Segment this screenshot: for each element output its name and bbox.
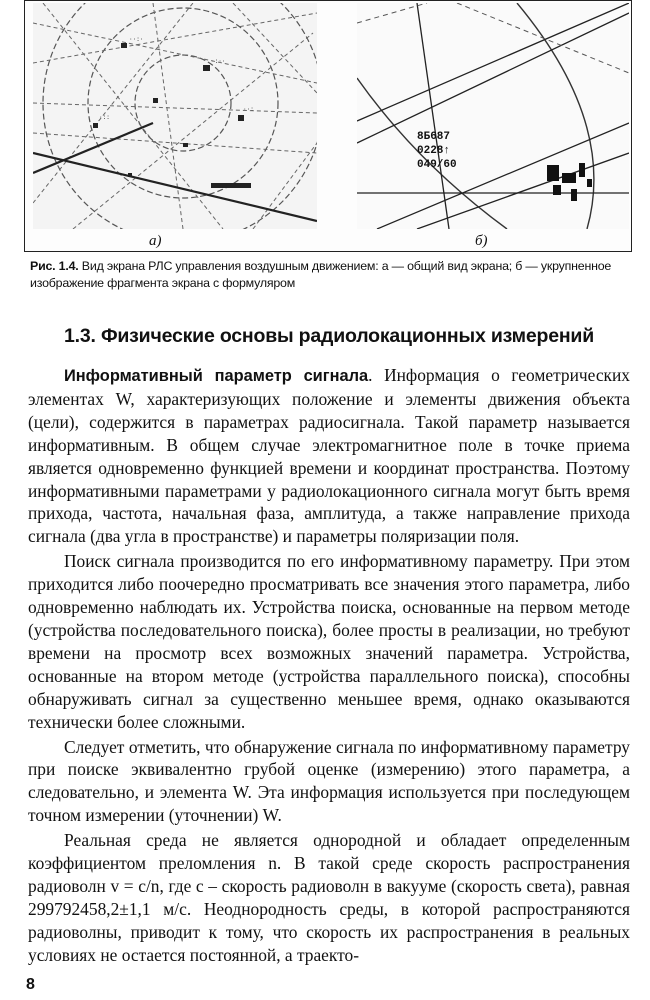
formular-line-2: 0228↑ <box>417 145 451 157</box>
radar-overview-image <box>33 3 317 229</box>
figure-caption <box>30 258 630 292</box>
radar-screen-detail <box>357 3 629 229</box>
caption-text: Вид экрана РЛС управления воздушным движением: <box>81 259 379 273</box>
page-number: 8 <box>26 976 35 993</box>
panel-b-label: б) <box>475 233 488 249</box>
panel-a-label: а) <box>149 233 162 249</box>
caption-part-a: а — общий вид экрана; <box>381 259 513 273</box>
formular-line-1: 8Б687 <box>417 131 451 143</box>
radar-screen-overview <box>33 3 317 229</box>
svg-text:··:·: ··:· <box>129 36 144 43</box>
paragraph-3: Следует отметить, что обнаружение сигнала по информативному параметру при поиске эквивалентно грубой оценке (измерению) этого параметра, а следовательно, и элемента W. Эта информация используется при последующем точном измерении (уточнении) W. <box>28 736 630 826</box>
paragraph-2: Поиск сигнала производится по его информативному параметру. При этом приходится либо поочередно просматривать все значения этого параметра, либо одновременно наблюдать их. Устройства поиска, основанные на первом методе (устройства последовательного поиска), более просты в реализации, но требуют времени на просмотр всех возможных значений параметра. Устройства, основанные на втором методе (устройства параллельного поиска), способны обнаруживать сигнал за существенно меньшее время, однако оказываются технически более сложными. <box>28 551 630 732</box>
radar-figure <box>24 0 632 252</box>
body-text <box>28 364 630 967</box>
svg-text:·:··: ·:·· <box>211 58 226 65</box>
svg-text:··:: ··: <box>243 106 254 113</box>
paragraph-1 <box>28 364 630 548</box>
caption-label: Рис. 1.4. <box>30 259 79 273</box>
radar-detail-image <box>357 3 629 229</box>
caption-part-b: б — укрупненное изображение фрагмента экрана с формуляром <box>30 259 612 290</box>
paragraph-1-text: . Информация о геометрических элементах W, характеризующих положение и элементы движения объекта (цели), содержится в параметрах радиосигнала. Такой параметр называется информативным. В общем случае электромагнитное поле в точке приема является одновременно функцией времени и координат пространства. Поэтому информативными параметрами у радиолокационного сигнала могут быть время прихода, частота, начальная фаза, амплитуда, а также направление прихода сигнала (два угла в пространстве) и параметры поляризации поля. <box>28 365 630 547</box>
paragraph-4: Реальная среда не является однородной и обладает определенным коэффициентом преломления n. В такой среде скорость распространения радиоволн v = c/n, где c – скорость радиоволн в вакууме (скорость света), равная 299792458,2±1,1 м/с. Неоднородность среды, в которой распространяются радиоволны, приводит к тому, что скорость их распространения в реальных условиях не остается постоянной, а траекто- <box>28 830 630 965</box>
section-heading: 1.3. Физические основы радиолокационных измерений <box>64 325 594 347</box>
svg-text:·::: ·:: <box>99 114 110 121</box>
paragraph-1-lead: Информативный параметр сигнала <box>64 367 369 385</box>
formular-line-3: 049/60 <box>417 159 457 171</box>
